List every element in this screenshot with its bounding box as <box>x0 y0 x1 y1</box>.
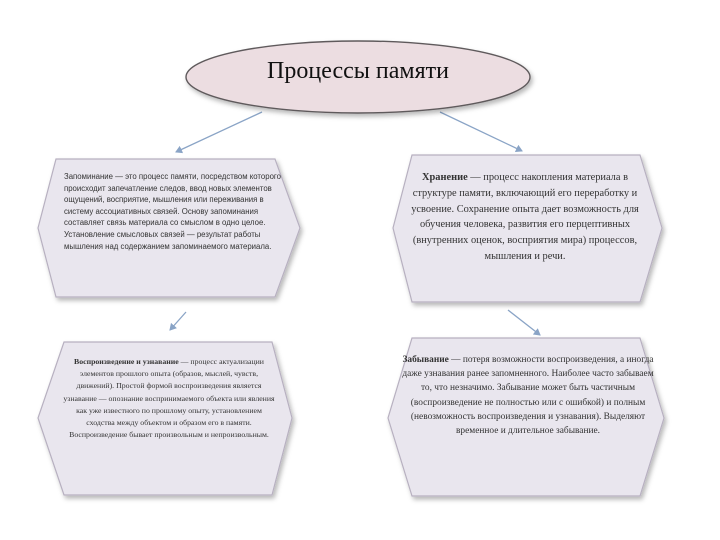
box-reproduction-term: Воспроизведение и узнавание <box>74 357 179 366</box>
arrow-title-to-storage <box>440 112 522 151</box>
arrow-memorization-to-reproduction <box>170 312 186 330</box>
box-reproduction-body: — процесс актуализации элементов прошлого опыта (образов, мыслей, чувств, движений). Простой формой воспроизведения является узнавание — опознание воспринимаемого объекта или явления как уже известного по прошлому опыту, установлением сходства между объектом и образом его в памяти. Воспроизведение бывает произвольным и непроизвольным. <box>63 357 275 440</box>
box-memorization-text <box>64 171 292 252</box>
diagram-title: Процессы памяти <box>267 58 449 84</box>
arrow-title-to-memorization <box>176 112 262 152</box>
box-memorization-body: Запоминание — это процесс памяти, посредством которого происходит запечатление следов, ввод новых элементов ощущений, восприятие, мышления или переживания в систему ассоциативных связей. Основу запоминания составляет связь материала со смыслом в одно целое. Установление смысловых связей — результат работы мышления над содержанием запоминаемого материала. <box>64 172 281 251</box>
box-reproduction-text <box>62 356 276 441</box>
box-forgetting-text <box>400 353 656 438</box>
arrow-storage-to-forgetting <box>508 310 540 335</box>
box-storage-text <box>410 170 640 265</box>
box-storage-body: — процесс накопления материала в структуре памяти, включающий его переработку и усвоение. Сохранение опыта дает возможность для обучения человека, развития его перцептивных (внутренних оценок, восприятия мира) процессов, мышления и речи. <box>411 172 639 262</box>
box-forgetting-term: Забывание <box>402 355 449 365</box>
box-storage-term: Хранение <box>422 172 468 183</box>
box-forgetting-body: — потеря возможности воспроизведения, а иногда даже узнавания ранее запомненного. Наиболее часто забываем то, что незначимо. Забывание может быть частичным (воспроизведение не полностью или с ошибкой) и полным (невозможность воспроизведения и узнавания). Выделяют временное и длительное забывание. <box>402 355 654 437</box>
